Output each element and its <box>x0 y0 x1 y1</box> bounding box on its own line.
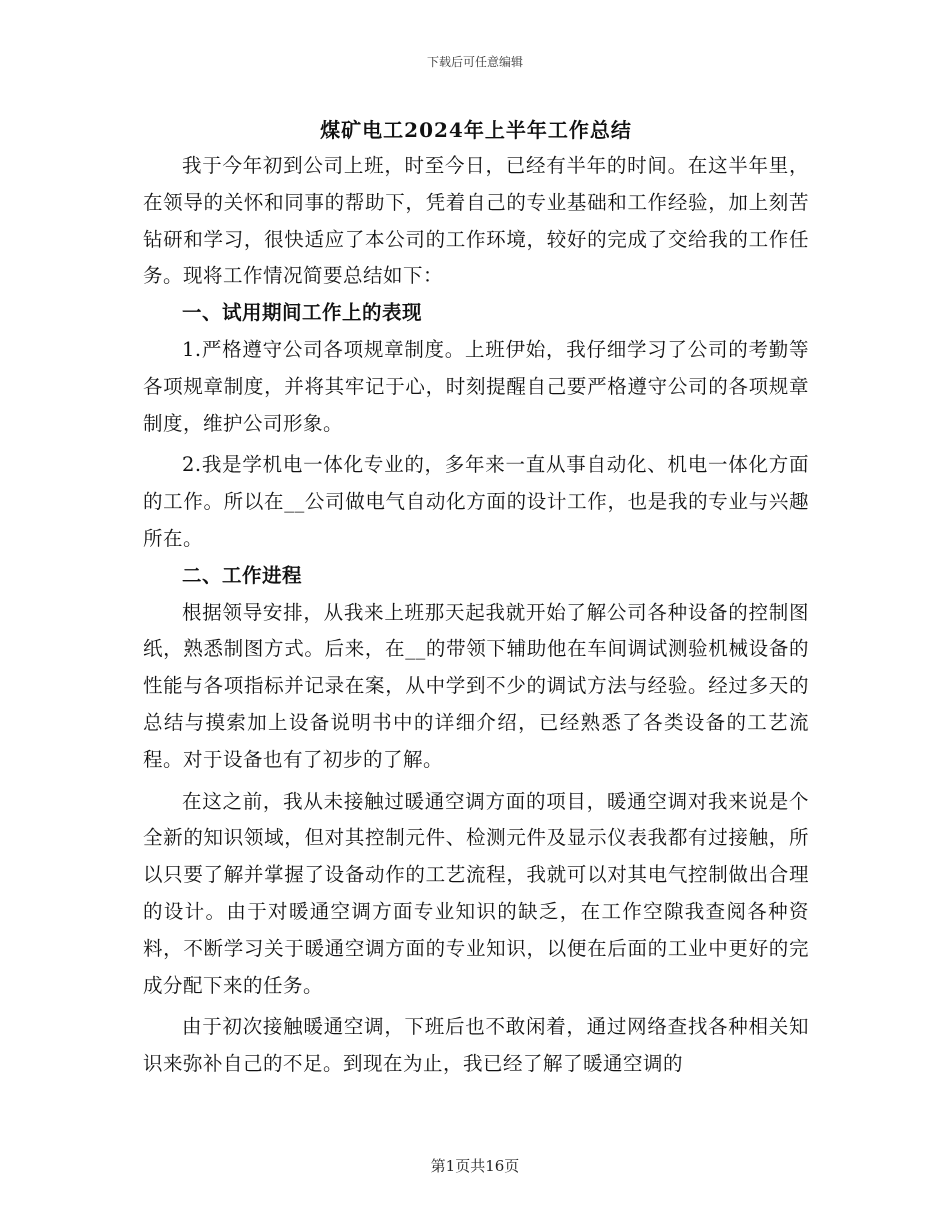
section1-paragraph-1: 1.严格遵守公司各项规章制度。上班伊始，我仔细学习了公司的考勤等各项规章制度，并将其牢记于心，时刻提醒自己要严格遵守公司的各项规章制度，维护公司形象。 <box>143 337 809 435</box>
intro-paragraph: 我于今年初到公司上班，时至今日，已经有半年的时间。在这半年里，在领导的关怀和同事的帮助下，凭着自己的专业基础和工作经验，加上刻苦钻研和学习，很快适应了本公司的工作环境，较好的完成了交给我的工作任务。现将工作情况简要总结如下： <box>143 154 809 288</box>
section-heading-1: 一、试用期间工作上的表现 <box>182 301 423 325</box>
section1-paragraph-2: 2.我是学机电一体化专业的，多年来一直从事自动化、机电一体化方面的工作。所以在__公司做电气自动化方面的设计工作，也是我的专业与兴趣所在。 <box>143 453 809 550</box>
page-header: 下载后可任意编辑 <box>426 55 523 69</box>
document-title: 煤矿电工2024年上半年工作总结 <box>320 118 632 142</box>
document-body <box>143 112 809 1083</box>
section-heading-2: 二、工作进程 <box>182 563 303 587</box>
section2-paragraph-2: 在这之前，我从未接触过暖通空调方面的项目，暖通空调对我来说是个全新的知识领域，但对其控制元件、检测元件及显示仪表我都有过接触，所以只要了解并掌握了设备动作的工艺流程，我就可以对其电气控制做出合理的设计。由于对暖通空调方面专业知识的缺乏，在工作空隙我查阅各种资料，不断学习关于暖通空调方面的专业知识，以便在后面的工业中更好的完成分配下来的任务。 <box>143 789 809 997</box>
section2-paragraph-1: 根据领导安排，从我来上班那天起我就开始了解公司各种设备的控制图纸，熟悉制图方式。后来，在__的带领下辅助他在车间调试测验机械设备的性能与各项指标并记录在案，从中学到不少的调试方法与经验。经过多天的总结与摸索加上设备说明书中的详细介绍，已经熟悉了各类设备的工艺流程。对于设备也有了初步的了解。 <box>143 600 809 771</box>
page-number: 第1页共16页 <box>430 1157 520 1175</box>
section2-paragraph-3: 由于初次接触暖通空调，下班后也不敢闲着，通过网络查找各种相关知识来弥补自己的不足。到现在为止，我已经了解了暖通空调的 <box>143 1015 809 1076</box>
